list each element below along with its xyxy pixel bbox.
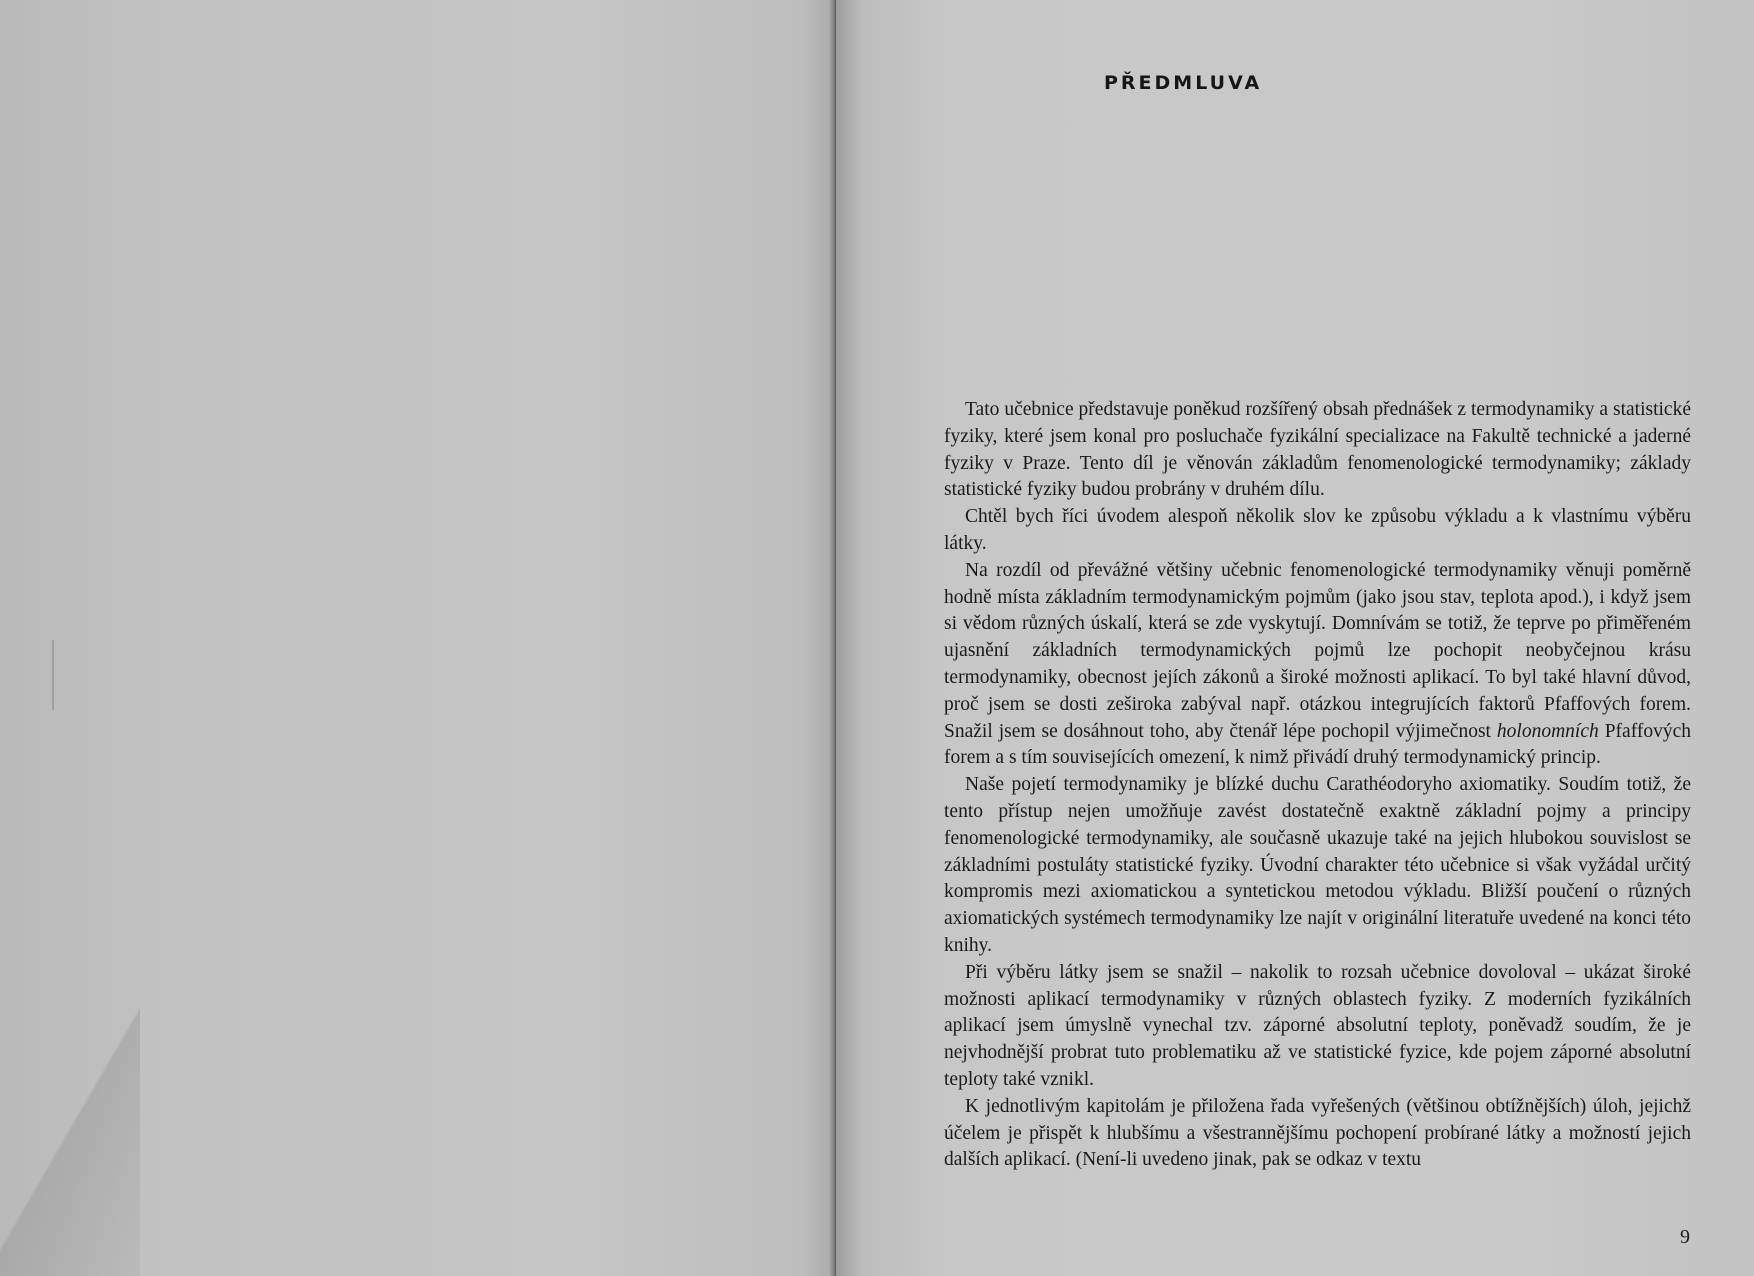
page-corner-shadow — [0, 916, 140, 1276]
paragraph-5: Při výběru látky jsem se snažil – nakolik to rozsah učebnice dovoloval – ukázat široké možnosti aplikací termodynamiky v různých oblastech fyziky. Z moderních fyzikálních aplikací jsem úmyslně vynechal tzv. záporné absolutní teploty, poněvadž soudím, že je nejvhodnější probrat tuto problematiku až ve statistické fyzice, kde pojem záporné absolutní teploty také vznikl. — [944, 961, 1691, 1090]
paragraph-6: K jednotlivým kapitolám je přiložena řada vyřešených (většinou obtížnějších) úloh, jejichž účelem je přispět k hlubšímu a všestrannějšímu pochopení probírané látky a možností jejich dalších aplikací. (Není-li uvedeno jinak, pak se odkaz v textu — [944, 1095, 1691, 1171]
left-page-blank — [0, 0, 836, 1276]
paragraph-3-text-after: Pfaffových forem a s tím souvisejících omezení, k nimž přivádí druhý termodynamický princip. — [944, 720, 1691, 769]
preface-body — [944, 397, 1691, 1174]
page-number: 9 — [1680, 1226, 1690, 1248]
paper-scuff-mark — [52, 640, 54, 710]
italic-term-holonomni: holonomních — [1496, 720, 1599, 742]
paragraph-3 — [944, 558, 1691, 772]
paragraph-1: Tato učebnice představuje poněkud rozšířený obsah přednášek z termodynamiky a statistické fyziky, které jsem konal pro posluchače fyzikální specializace na Fakultě technické a jaderné fyziky v Praze. Tento díl je věnován základům fenomenologické termodynamiky; základy statistické fyziky budou probrány v druhém dílu. — [944, 399, 1691, 501]
paragraph-4: Naše pojetí termodynamiky je blízké duchu Carathéodoryho axiomatiky. Soudím totiž, že tento přístup nejen umožňuje zavést dostatečně exaktně základní pojmy a principy fenomenologické termodynamiky, ale současně ukazuje také na jejich hlubokou souvislost se základními postuláty statistické fyziky. Úvodní charakter této učebnice si však vyžádal určitý kompromis mezi axiomatickou a syntetickou metodou výkladu. Bližší poučení o různých axiomatických systémech termodynamiky lze najít v originální literatuře uvedené na konci této knihy. — [944, 774, 1691, 956]
paragraph-2: Chtěl bych říci úvodem alespoň několik slov ke způsobu výkladu a k vlastnímu výběru látky. — [944, 506, 1691, 554]
page-heading: PŘEDMLUVA — [1104, 72, 1263, 94]
paragraph-3-text-before: Na rozdíl od převážné většiny učebnic fenomenologické termodynamiky věnuji poměrně hodně místa základním termodynamickým pojmům (jako jsou stav, teplota apod.), i když jsem si vědom různých úskalí, která se zde vyskytují. Domnívám se totiž, že teprve po přiměřeném ujasnění základních termodynamických pojmů lze pochopit neobyčejnou krásu termodynamiky, obecnost jejích zákonů a široké možnosti aplikací. To byl také hlavní důvod, proč jsem se dosti zeširoka zabýval např. otázkou integrujících faktorů Pfaffových forem. Snažil jsem se dosáhnout toho, aby čtenář lépe pochopil výjimečnost — [944, 559, 1691, 742]
